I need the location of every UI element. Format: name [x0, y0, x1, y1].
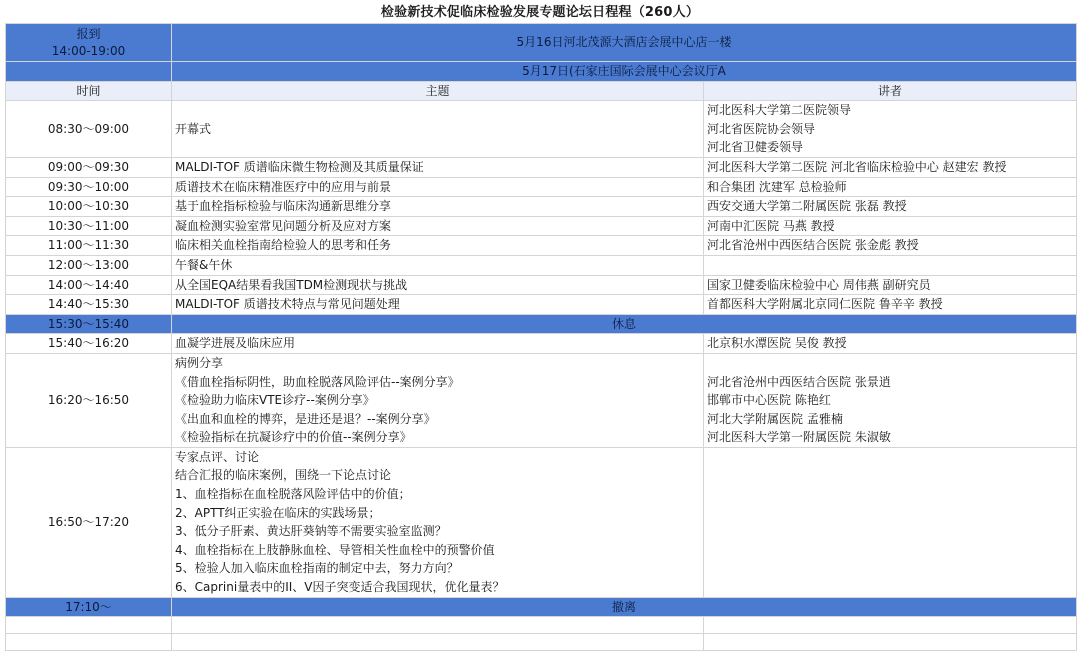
topic-line: 血凝学进展及临床应用: [175, 336, 296, 351]
schedule-row: [6, 197, 1077, 217]
discussion-topic-line: 3、低分子肝素、黄达肝葵钠等不需要实验室监测？: [175, 524, 447, 539]
row-topic: [172, 236, 704, 256]
schedule-row: [6, 157, 1077, 177]
speaker-line: 河北省卫健委领导: [707, 140, 804, 155]
venue-day2: 5月17日(石家庄国际会展中心会议厅A: [172, 62, 1077, 82]
row-topic: [172, 295, 704, 315]
speaker-line: 首都医科大学附属北京同仁医院 鲁辛辛 教授: [707, 297, 943, 312]
schedule-row: [6, 334, 1077, 354]
case-speaker-line: 河北省沧州中西医结合医院 张景逍: [707, 374, 891, 389]
case-time: 16:20～16:50: [6, 353, 172, 447]
discussion-topics: [172, 447, 704, 597]
row-topic: [172, 101, 704, 158]
case-speakers: [704, 353, 1077, 447]
topic-line: MALDI-TOF 质谱技术特点与常见问题处理: [175, 297, 400, 312]
closing-time: 17:10～: [6, 597, 172, 617]
case-topic-line: 病例分享: [175, 355, 224, 370]
break-row: [6, 314, 1077, 334]
registration-cell: [6, 24, 172, 62]
row-time: 09:00～09:30: [6, 157, 172, 177]
row-time: 10:30～11:00: [6, 216, 172, 236]
header-topic: 主题: [172, 81, 704, 101]
row-speaker: [704, 101, 1077, 158]
discussion-topic-line: 1、血栓指标在血栓脱落风险评估中的价值；: [175, 487, 411, 502]
case-session-row: [6, 353, 1077, 447]
row-time: 15:40～16:20: [6, 334, 172, 354]
row-time: 09:30～10:00: [6, 177, 172, 197]
closing-label: 撤离: [172, 597, 1077, 617]
page-title: 检验新技术促临床检验发展专题论坛日程程（260人）: [380, 5, 700, 20]
closing-row: [6, 597, 1077, 617]
row-speaker: [704, 197, 1077, 217]
case-speaker-line: 河北医科大学第一附属医院 朱淑敏: [707, 430, 891, 445]
row-topic: [172, 275, 704, 295]
topic-line: 从全国EQA结果看我国TDM检测现状与挑战: [175, 277, 408, 292]
discussion-topic-line: 6、Caprini量表中的II、V因子突变适合我国现状，优化量表？: [175, 580, 505, 595]
schedule-row: [6, 177, 1077, 197]
venue-day2-blank: [6, 62, 172, 82]
topic-line: 开幕式: [175, 121, 212, 136]
row-speaker: [704, 177, 1077, 197]
discussion-topic-line: 4、血栓指标在上肢静脉血栓、导管相关性血栓中的预警价值: [175, 542, 495, 557]
discussion-topic-line: 结合汇报的临床案例，围绕一下论点讨论: [175, 468, 392, 483]
schedule-row: [6, 216, 1077, 236]
row-speaker: [704, 236, 1077, 256]
speaker-line: 河北省医院协会领导: [707, 121, 816, 136]
row-time: 14:40～15:30: [6, 295, 172, 315]
speaker-line: 河北省沧州中西医结合医院 张金彪 教授: [707, 238, 919, 253]
row-speaker: [704, 334, 1077, 354]
venue-day1: 5月16日河北茂源大酒店会展中心店一楼: [172, 24, 1077, 62]
case-speaker-line: [707, 354, 1073, 373]
registration-label: 报到: [76, 26, 101, 41]
topic-line: 凝血检测实验室常见问题分析及应对方案: [175, 218, 392, 233]
discussion-topic-line: 2、APTT纠正实验在临床的实践场景；: [175, 505, 381, 520]
break-label: 休息: [172, 314, 1077, 334]
case-topic-line: 《借血栓指标阴性，助血栓脱落风险评估--案例分享》: [175, 374, 460, 389]
schedule-row: [6, 101, 1077, 158]
break-time: 15:30～15:40: [6, 314, 172, 334]
case-topic-line: 《检验指标在抗凝诊疗中的价值--案例分享》: [175, 430, 412, 445]
case-topics: [172, 353, 704, 447]
speaker-line: 西安交通大学第二附属医院 张磊 教授: [707, 199, 907, 214]
row-time: 14:00～14:40: [6, 275, 172, 295]
speaker-line: 河北医科大学第二医院领导: [707, 103, 852, 118]
schedule-row: [6, 295, 1077, 315]
row-topic: [172, 255, 704, 275]
speaker-line: 和合集团 沈建军 总检验师: [707, 179, 847, 194]
header-row: [6, 81, 1077, 101]
row-speaker: [704, 157, 1077, 177]
header-time: 时间: [6, 81, 172, 101]
row-time: 12:00～13:00: [6, 255, 172, 275]
row-topic: [172, 216, 704, 236]
topic-line: 临床相关血栓指南给检验人的思考和任务: [175, 238, 392, 253]
case-speaker-line: 邯郸市中心医院 陈艳红: [707, 393, 831, 408]
discussion-topic-line: 5、检验人加入临床血栓指南的制定中去，努力方向？: [175, 561, 459, 576]
topic-line: 基于血栓指标检验与临床沟通新思维分享: [175, 199, 392, 214]
case-topic-line: 《出血和血栓的博弈，是进还是退？--案例分享》: [175, 411, 436, 426]
schedule-table: [5, 23, 1077, 651]
schedule-row: [6, 236, 1077, 256]
venue-day2-row: [6, 62, 1077, 82]
header-speaker: 讲者: [704, 81, 1077, 101]
row-topic: [172, 177, 704, 197]
topic-line: MALDI-TOF 质谱临床微生物检测及其质量保证: [175, 159, 424, 174]
speaker-line: 北京积水潭医院 吴俊 教授: [707, 336, 847, 351]
discussion-speaker: [704, 447, 1077, 597]
topic-line: 午餐&午休: [175, 257, 233, 272]
case-topic-line: 《检验助力临床VTE诊疗--案例分享》: [175, 393, 375, 408]
discussion-time: 16:50～17:20: [6, 447, 172, 597]
topic-line: 质谱技术在临床精准医疗中的应用与前景: [175, 179, 392, 194]
speaker-line: 河北医科大学第二医院 河北省临床检验中心 赵建宏 教授: [707, 159, 1007, 174]
row-topic: [172, 197, 704, 217]
row-time: 08:30～09:00: [6, 101, 172, 158]
row-speaker: [704, 216, 1077, 236]
row-time: 11:00～11:30: [6, 236, 172, 256]
schedule-row: [6, 275, 1077, 295]
row-topic: [172, 334, 704, 354]
row-time: 10:00～10:30: [6, 197, 172, 217]
discussion-topic-line: 专家点评、讨论: [175, 449, 260, 464]
schedule-row: [6, 255, 1077, 275]
speaker-line: 国家卫健委临床检验中心 周伟燕 副研究员: [707, 277, 931, 292]
registration-time: 14:00-19:00: [51, 43, 126, 58]
discussion-row: [6, 447, 1077, 597]
empty-row: [6, 634, 1077, 651]
row-speaker: [704, 275, 1077, 295]
speaker-line: 河南中汇医院 马燕 教授: [707, 218, 835, 233]
row-topic: [172, 157, 704, 177]
row-speaker: [704, 255, 1077, 275]
empty-row: [6, 617, 1077, 634]
row-speaker: [704, 295, 1077, 315]
case-speaker-line: 河北大学附属医院 孟雅楠: [707, 411, 843, 426]
